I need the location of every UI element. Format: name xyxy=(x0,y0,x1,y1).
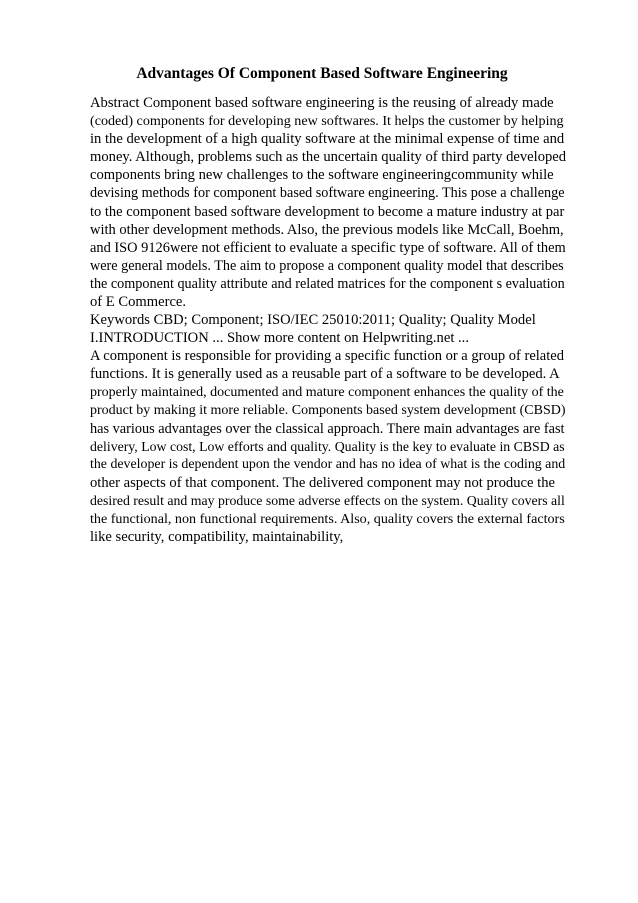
text-line: components bring new challenges to the software engineeringcommunity while xyxy=(90,167,554,184)
text-line: the component quality attribute and related matrices for the component s evaluation xyxy=(90,275,565,292)
keywords-line: Keywords CBD; Component; ISO/IEC 25010:2011; Quality; Quality Model xyxy=(90,312,536,329)
text-line: the developer is dependent upon the vendor and has no idea of what is the coding and xyxy=(90,456,566,472)
text-line: properly maintained, documented and mature component enhances the quality of the xyxy=(90,384,564,400)
document-body xyxy=(90,94,567,546)
text-line: delivery, Low cost, Low efforts and quality. Quality is the key to evaluate in CBSD as xyxy=(90,438,565,454)
text-line: functions. It is generally used as a reusable part of a software to be developed. A xyxy=(90,366,560,383)
text-line: Abstract Component based software engineering is the reusing of already made xyxy=(90,95,554,111)
text-line: (coded) components for developing new softwares. It helps the customer by helping xyxy=(90,113,564,130)
text-line: like security, compatibility, maintainability, xyxy=(90,529,344,546)
text-line: money. Although, problems such as the uncertain quality of third party developed xyxy=(90,149,567,166)
introduction-line: I.INTRODUCTION ... Show more content on Helpwriting.net ... xyxy=(90,330,469,347)
text-line: of E Commerce. xyxy=(90,294,187,311)
text-line: to the component based software development to become a mature industry at par xyxy=(90,203,565,220)
text-line: the functional, non functional requirements. Also, quality covers the external factors xyxy=(90,511,565,528)
text-line: and ISO 9126were not efficient to evaluate a specific type of software. All of them xyxy=(90,239,566,256)
text-line: were general models. The aim to propose a component quality model that describes xyxy=(90,257,564,274)
text-line: product by making it more reliable. Components based system development (CBSD) xyxy=(90,402,566,418)
document-title: Advantages Of Component Based Software Engineering xyxy=(136,65,508,82)
text-line: desired result and may produce some adverse effects on the system. Quality covers all xyxy=(90,493,565,509)
text-line: with other development methods. Also, the previous models like McCall, Boehm, xyxy=(90,221,564,238)
text-line: other aspects of that component. The delivered component may not produce the xyxy=(90,474,555,491)
text-line: devising methods for component based software engineering. This pose a challenge xyxy=(90,185,565,202)
text-line: has various advantages over the classical approach. There main advantages are fast xyxy=(90,420,565,437)
text-line: in the development of a high quality software at the minimal expense of time and xyxy=(90,131,565,148)
text-line: A component is responsible for providing a specific function or a group of related xyxy=(90,348,564,365)
